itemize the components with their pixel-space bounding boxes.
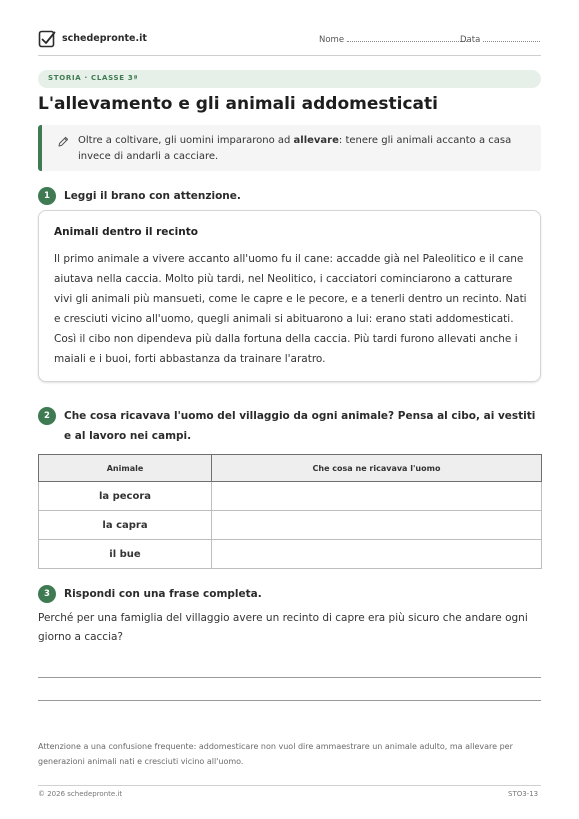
teacher-note: Attenzione a una confusione frequente: addomesticare non vuol dire ammaestrare un animale adulto, ma allevare per generazioni animali nati e cresciuti vicino all'uomo. bbox=[38, 742, 513, 766]
question-3-number: 3 bbox=[38, 585, 56, 603]
question-1-text: Leggi il brano con attenzione. bbox=[64, 190, 241, 202]
pencil-icon bbox=[57, 136, 69, 148]
date-label: Data bbox=[460, 35, 481, 45]
question-2-number: 2 bbox=[38, 407, 56, 425]
reading-text: Il primo animale a vivere accanto all'uomo fu il cane: accadde già nel Paleolitico e il cane aiutava nella caccia. Molto più tardi, nel Neolitico, i cacciatori cominciarono a catturare vivi gli animali più mansueti, come le capre e le pecore, e a tenerli dentro un recinto. Nati e cresciuti vicino all'uomo, quegli animali si abituarono a lui: erano stati addomesticati. Così il cibo non dipendeva più dalla fortuna della caccia. Più tardi furono allevati anche i maiali e i buoi, forti abbastanza da trainare l'aratro. bbox=[54, 253, 527, 366]
footer-code: STO3-13 bbox=[508, 790, 539, 798]
footer-divider bbox=[38, 785, 541, 786]
answer-line[interactable] bbox=[38, 677, 541, 678]
table-row bbox=[39, 511, 542, 540]
checkbox-logo-icon bbox=[38, 30, 56, 48]
intro-text bbox=[78, 133, 538, 165]
column-header-use: Che cosa ne ricavava l'uomo bbox=[212, 455, 542, 482]
name-label: Nome bbox=[319, 35, 345, 45]
question-2-text: Che cosa ricavava l'uomo del villaggio da ogni animale? Pensa al cibo, ai vestiti e al lavoro nei campi. bbox=[64, 410, 536, 442]
column-header-animal: Animale bbox=[39, 455, 212, 482]
page-header bbox=[38, 30, 541, 56]
subject-tag: STORIA · CLASSE 3ª bbox=[48, 74, 139, 82]
date-dotted-line bbox=[483, 34, 540, 42]
answer-cell[interactable] bbox=[212, 511, 542, 540]
footer-copyright: © 2026 schedepronte.it bbox=[38, 790, 123, 798]
table-header-row bbox=[39, 455, 542, 482]
name-field[interactable] bbox=[319, 34, 467, 45]
answer-cell[interactable] bbox=[212, 482, 542, 511]
answer-cell[interactable] bbox=[212, 540, 542, 569]
question-3-prompt: Perché per una famiglia del villaggio avere un recinto di capre era più sicuro che andare ogni giorno a caccia? bbox=[38, 612, 528, 643]
date-field[interactable] bbox=[460, 34, 540, 45]
animal-cell: la pecora bbox=[39, 482, 212, 511]
reading-box bbox=[38, 210, 541, 382]
intro-box bbox=[38, 125, 541, 171]
brand-name: schedepronte.it bbox=[62, 33, 147, 44]
subject-tag-bar bbox=[38, 70, 541, 88]
question-3-text: Rispondi con una frase completa. bbox=[64, 588, 262, 600]
answer-line[interactable] bbox=[38, 700, 541, 701]
intro-text-start: Oltre a coltivare, gli uomini impararono ad bbox=[78, 135, 294, 146]
reading-title: Animali dentro il recinto bbox=[54, 226, 198, 238]
question-1-number: 1 bbox=[38, 187, 56, 205]
page-title: L'allevamento e gli animali addomesticati bbox=[38, 94, 438, 114]
animal-cell: il bue bbox=[39, 540, 212, 569]
animal-cell: la capra bbox=[39, 511, 212, 540]
name-dotted-line bbox=[347, 34, 467, 42]
table-row bbox=[39, 482, 542, 511]
animals-table bbox=[38, 454, 542, 569]
intro-text-end: : tenere gli animali accanto a casa invece di andarli a cacciare. bbox=[78, 135, 512, 162]
intro-keyword: allevare bbox=[293, 135, 339, 146]
table-row bbox=[39, 540, 542, 569]
